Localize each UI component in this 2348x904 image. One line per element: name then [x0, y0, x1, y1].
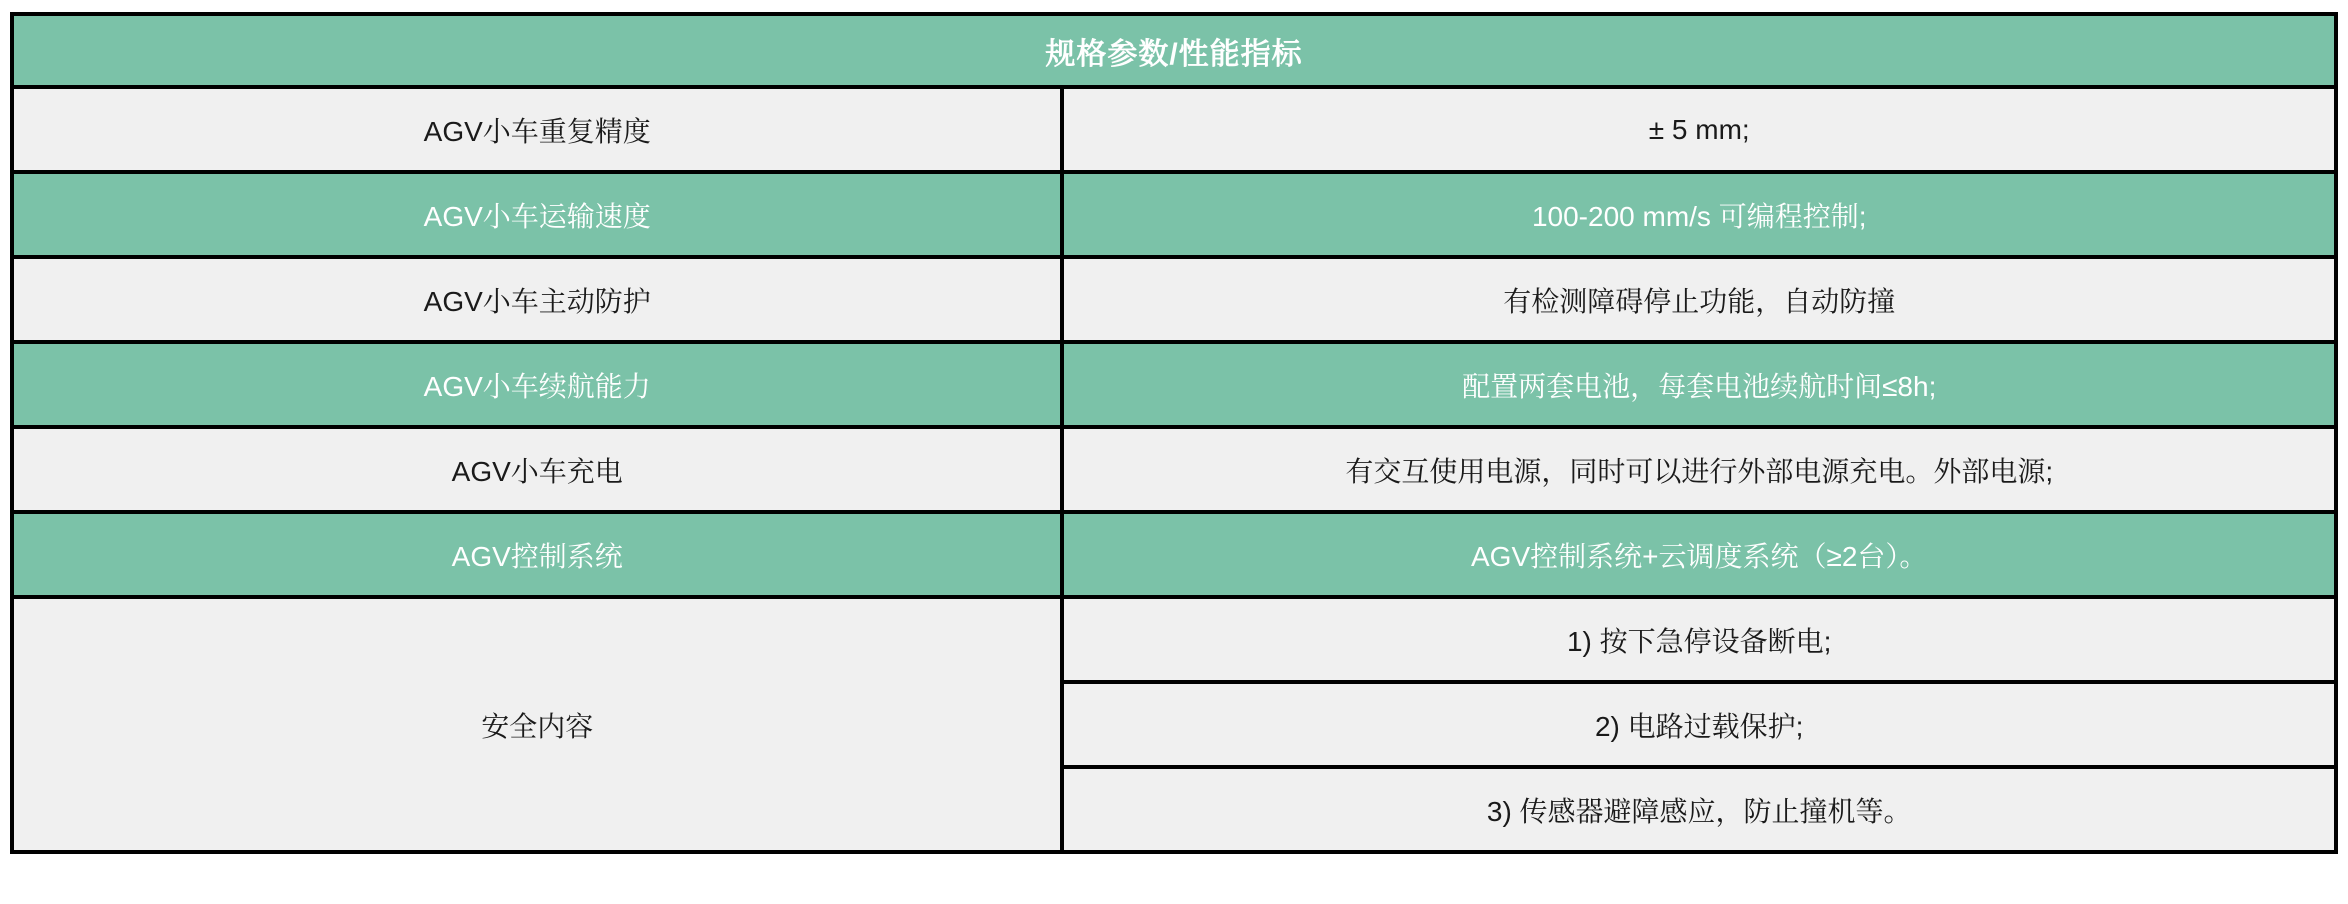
spec-value-safety-item-2: 2) 电路过载保护; [1062, 682, 2336, 767]
spec-label-battery-endurance: AGV小车续航能力 [12, 342, 1062, 427]
spec-label-safety-content: 安全内容 [12, 597, 1062, 852]
table-row [12, 172, 2336, 257]
spec-value-transport-speed: 100-200 mm/s 可编程控制; [1062, 172, 2336, 257]
spec-table [10, 12, 2338, 854]
spec-label-repeat-accuracy: AGV小车重复精度 [12, 87, 1062, 172]
spec-value-charging: 有交互使用电源，同时可以进行外部电源充电。外部电源; [1062, 427, 2336, 512]
spec-label-transport-speed: AGV小车运输速度 [12, 172, 1062, 257]
spec-value-control-system: AGV控制系统+云调度系统（≥2台）。 [1062, 512, 2336, 597]
table-row [12, 427, 2336, 512]
spec-value-safety-item-3: 3) 传感器避障感应，防止撞机等。 [1062, 767, 2336, 852]
table-header-row [12, 14, 2336, 87]
table-row [12, 512, 2336, 597]
spec-value-active-protection: 有检测障碍停止功能，自动防撞 [1062, 257, 2336, 342]
spec-value-battery-endurance: 配置两套电池，每套电池续航时间≤8h; [1062, 342, 2336, 427]
table-row [12, 597, 2336, 682]
spec-value-safety-item-1: 1) 按下急停设备断电; [1062, 597, 2336, 682]
table-row [12, 87, 2336, 172]
spec-value-repeat-accuracy: ± 5 mm; [1062, 87, 2336, 172]
table-row [12, 342, 2336, 427]
table-title: 规格参数/性能指标 [12, 14, 2336, 87]
spec-label-active-protection: AGV小车主动防护 [12, 257, 1062, 342]
table-row [12, 257, 2336, 342]
spec-label-control-system: AGV控制系统 [12, 512, 1062, 597]
spec-label-charging: AGV小车充电 [12, 427, 1062, 512]
